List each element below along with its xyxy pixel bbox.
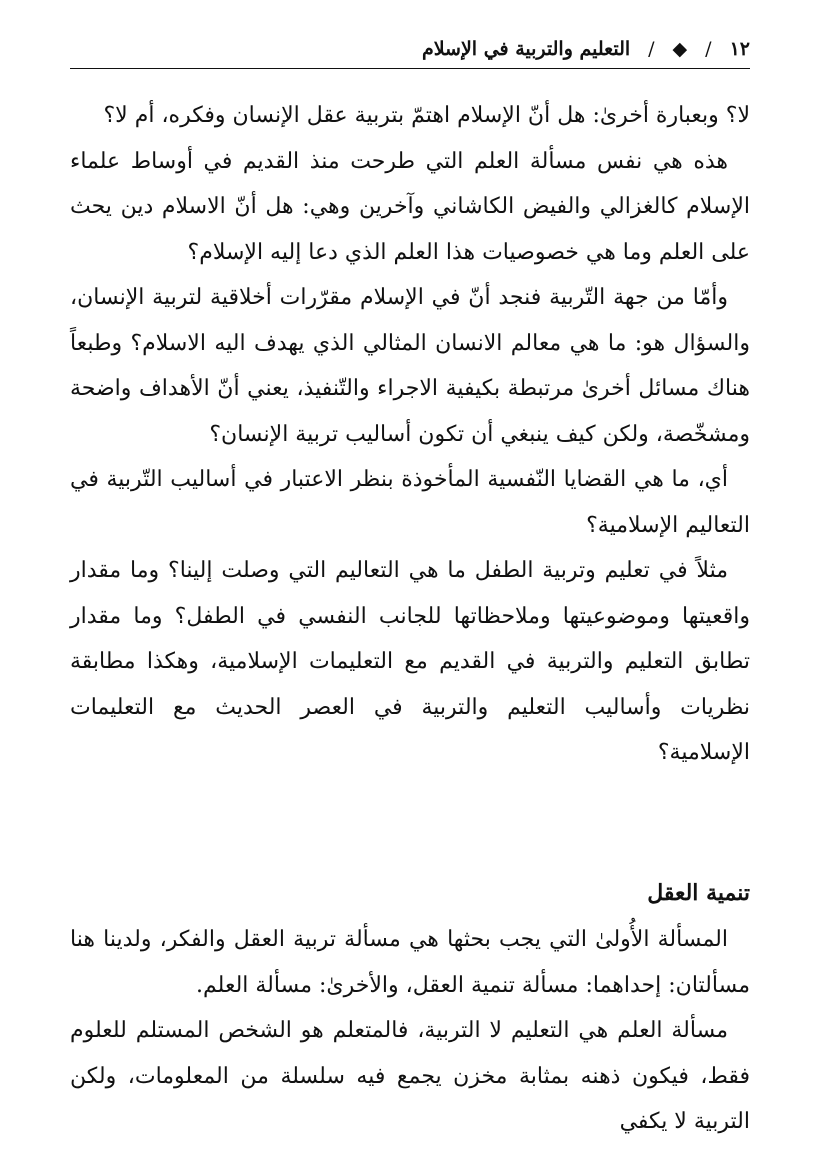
book-page	[70, 0, 750, 1171]
main-text	[70, 93, 750, 776]
page-number: ١٢	[729, 38, 750, 60]
header-divider	[70, 68, 750, 69]
paragraph: مثلاً في تعليم وتربية الطفل ما هي التعاليم التي وصلت إلينا؟ وما مقدار واقعيتها وموضوعيتها وملاحظاتها للجانب النفسي في الطفل؟ وما مقدار تطابق التعليم والتربية في القديم مع التعليمات الإسلامية، وهكذا مطابقة نظريات وأساليب التعليم والتربية في العصر الحديث مع التعليمات الإسلامية؟	[70, 558, 750, 765]
diamond-ornament-icon: ◆	[672, 38, 688, 60]
running-header	[70, 34, 750, 64]
paragraph: وأمّا من جهة التّربية فنجد أنّ في الإسلام مقرّرات أخلاقية لتربية الإنسان، والسؤال هو: ما هي معالم الانسان المثالي الذي يهدف اليه الاسلام؟ وطبعاً هناك مسائل أخرىٰ مرتبطة بكيفية الاجراء والتّنفيذ، يعني أنّ الأهداف واضحة ومشخّصة، ولكن كيف ينبغي أن تكون أساليب تربية الإنسان؟	[70, 285, 750, 447]
section-text	[70, 917, 750, 1145]
section-heading: تنمية العقل	[647, 880, 750, 906]
paragraph: مسألة العلم هي التعليم لا التربية، فالمتعلم هو الشخص المستلم للعلوم فقط، فيكون ذهنه بمثابة مخزن يجمع فيه سلسلة من المعلومات، ولكن التربية لا يكفي	[70, 1018, 750, 1134]
paragraph: أي، ما هي القضايا النّفسية المأخوذة بنظر الاعتبار في أساليب التّربية في التعاليم الإسلامية؟	[70, 467, 750, 538]
paragraph: لا؟ وبعبارة أخرىٰ: هل أنّ الإسلام اهتمّ بتربية عقل الإنسان وفكره، أم لا؟	[103, 103, 750, 128]
header-separator: /	[648, 38, 655, 60]
header-separator: /	[705, 38, 712, 60]
paragraph: هذه هي نفس مسألة العلم التي طرحت منذ القديم في أوساط علماء الإسلام كالغزالي والفيض الكاشاني وآخرين وهي: هل أنّ الاسلام دين يحث على العلم وما هي خصوصيات هذا العلم الذي دعا إليه الإسلام؟	[70, 148, 750, 265]
book-title: التعليم والتربية في الإسلام	[421, 38, 631, 60]
paragraph: المسألة الأُولىٰ التي يجب بحثها هي مسألة تربية العقل والفكر، ولدينا هنا مسألتان: إحداهما: مسألة تنمية العقل، والأخرىٰ: مسألة العلم.	[70, 927, 750, 998]
